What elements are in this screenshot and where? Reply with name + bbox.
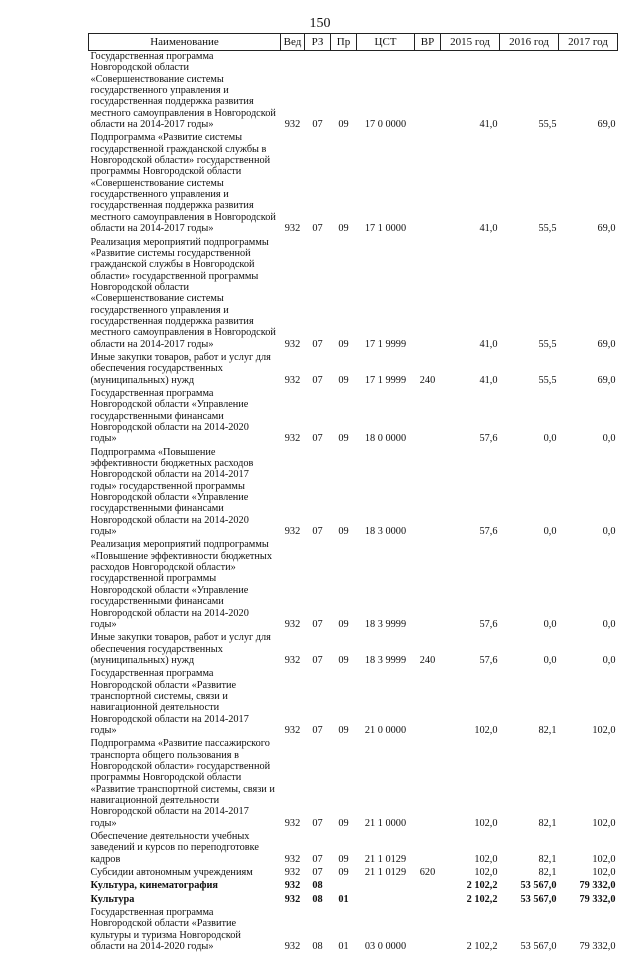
header-2015: 2015 год (441, 34, 500, 51)
row-cst: 18 3 0000 (357, 447, 415, 540)
header-ved: Вед (281, 34, 305, 51)
table-row (89, 539, 618, 632)
table-header-row (89, 34, 618, 51)
row-pr: 01 (331, 907, 357, 954)
row-cst: 17 1 0000 (357, 132, 415, 236)
row-cst: 03 0 0000 (357, 907, 415, 954)
row-2015: 57,6 (441, 632, 500, 668)
row-name: Обеспечение деятельности учебных заведений и курсов по переподготовке кадров (89, 831, 281, 867)
row-2016: 0,0 (500, 447, 559, 540)
budget-table (88, 33, 618, 954)
row-pr: 09 (331, 632, 357, 668)
row-rz: 07 (305, 831, 331, 867)
row-rz: 08 (305, 880, 331, 893)
header-name: Наименование (89, 34, 281, 51)
row-ved: 932 (281, 539, 305, 632)
row-2015: 57,6 (441, 539, 500, 632)
row-pr: 09 (331, 831, 357, 867)
row-vr: 620 (415, 867, 441, 880)
row-2015: 41,0 (441, 237, 500, 352)
row-2016: 82,1 (500, 831, 559, 867)
table-row (89, 352, 618, 388)
row-2017: 79 332,0 (559, 894, 618, 907)
row-2016: 53 567,0 (500, 880, 559, 893)
table-row-section (89, 880, 618, 893)
row-rz: 07 (305, 388, 331, 447)
row-ved: 932 (281, 447, 305, 540)
row-2015: 102,0 (441, 738, 500, 831)
row-cst: 21 1 0129 (357, 831, 415, 867)
row-vr (415, 539, 441, 632)
row-name: Подпрограмма «Повышение эффективности бюджетных расходов Новгородской области на 2014-2017 годы» государственной программы Новгородской области «Управление государственными финансами Новгородской области на 2014-2020 годы» (89, 447, 281, 540)
row-2015: 102,0 (441, 867, 500, 880)
row-2016: 0,0 (500, 539, 559, 632)
row-2015: 57,6 (441, 447, 500, 540)
row-2015: 41,0 (441, 352, 500, 388)
row-2015: 2 102,2 (441, 907, 500, 954)
header-vr: ВР (415, 34, 441, 51)
table-row (89, 831, 618, 867)
row-cst: 17 1 9999 (357, 237, 415, 352)
row-ved: 932 (281, 352, 305, 388)
row-pr: 09 (331, 51, 357, 133)
row-rz: 07 (305, 668, 331, 738)
row-rz: 07 (305, 352, 331, 388)
row-cst: 17 1 9999 (357, 352, 415, 388)
row-2017: 102,0 (559, 668, 618, 738)
row-ved: 932 (281, 738, 305, 831)
row-pr: 09 (331, 352, 357, 388)
row-2017: 102,0 (559, 831, 618, 867)
row-rz: 07 (305, 237, 331, 352)
row-2017: 0,0 (559, 632, 618, 668)
row-name: Культура (89, 894, 281, 907)
header-pr: Пр (331, 34, 357, 51)
row-2017: 69,0 (559, 51, 618, 133)
row-rz: 08 (305, 894, 331, 907)
row-vr: 240 (415, 352, 441, 388)
row-name: Иные закупки товаров, работ и услуг для обеспечения государственных (муниципальных) нужд (89, 352, 281, 388)
row-name: Государственная программа Новгородской области «Развитие транспортной системы, связи и навигационной деятельности Новгородской области на 2014-2017 годы» (89, 668, 281, 738)
row-ved: 932 (281, 880, 305, 893)
table-row (89, 867, 618, 880)
row-2017: 102,0 (559, 738, 618, 831)
row-ved: 932 (281, 668, 305, 738)
header-2016: 2016 год (500, 34, 559, 51)
row-2016: 55,5 (500, 51, 559, 133)
row-pr: 09 (331, 447, 357, 540)
row-cst: 21 1 0129 (357, 867, 415, 880)
row-vr (415, 388, 441, 447)
row-ved: 932 (281, 51, 305, 133)
table-row (89, 447, 618, 540)
row-2015: 102,0 (441, 831, 500, 867)
row-2016: 53 567,0 (500, 894, 559, 907)
row-vr (415, 447, 441, 540)
row-2017: 0,0 (559, 447, 618, 540)
page-number: 150 (0, 16, 640, 32)
table-row (89, 907, 618, 954)
row-2016: 0,0 (500, 632, 559, 668)
row-ved: 932 (281, 867, 305, 880)
row-name: Субсидии автономным учреждениям (89, 867, 281, 880)
row-2017: 0,0 (559, 539, 618, 632)
row-2016: 53 567,0 (500, 907, 559, 954)
row-cst (357, 880, 415, 893)
row-2017: 102,0 (559, 867, 618, 880)
row-vr (415, 894, 441, 907)
row-2015: 2 102,2 (441, 880, 500, 893)
row-rz: 07 (305, 447, 331, 540)
row-vr (415, 668, 441, 738)
row-ved: 932 (281, 388, 305, 447)
row-2016: 55,5 (500, 352, 559, 388)
row-ved: 932 (281, 132, 305, 236)
row-pr: 09 (331, 539, 357, 632)
row-pr: 09 (331, 237, 357, 352)
row-vr (415, 907, 441, 954)
row-2017: 69,0 (559, 132, 618, 236)
row-pr: 09 (331, 132, 357, 236)
row-name: Культура, кинематография (89, 880, 281, 893)
table-row-section (89, 894, 618, 907)
row-cst: 21 0 0000 (357, 668, 415, 738)
row-ved: 932 (281, 632, 305, 668)
table-row (89, 388, 618, 447)
row-2015: 2 102,2 (441, 894, 500, 907)
row-name: Реализация мероприятий подпрограммы «Повышение эффективности бюджетных расходов Новгородской области» государственной программы Новгородской области «Управление государственными финансами Новгородской области на 2014-2020 годы» (89, 539, 281, 632)
row-rz: 07 (305, 867, 331, 880)
row-rz: 07 (305, 51, 331, 133)
row-ved: 932 (281, 831, 305, 867)
row-name: Подпрограмма «Развитие системы государственной гражданской службы в Новгородской области» государственной программы Новгородской области «Совершенствование системы государственного управления и государственная поддержка развития местного самоуправления в Новгородской области на 2014-2017 годы» (89, 132, 281, 236)
row-rz: 07 (305, 539, 331, 632)
row-pr: 09 (331, 668, 357, 738)
row-2015: 41,0 (441, 51, 500, 133)
row-rz: 07 (305, 132, 331, 236)
row-name: Реализация мероприятий подпрограммы «Развитие системы государственной гражданской службы в Новгородской области» государственной программы Новгородской области «Совершенствование системы государственного управления и государственная поддержка развития местного самоуправления в Новгородской области на 2014-2017 годы» (89, 237, 281, 352)
table-row (89, 632, 618, 668)
row-cst: 18 3 9999 (357, 632, 415, 668)
row-name: Государственная программа Новгородской области «Управление государственными финансами Новгородской области на 2014-2020 годы» (89, 388, 281, 447)
row-cst: 18 3 9999 (357, 539, 415, 632)
row-2017: 0,0 (559, 388, 618, 447)
row-2016: 82,1 (500, 738, 559, 831)
row-cst: 17 0 0000 (357, 51, 415, 133)
table-body (89, 51, 618, 954)
row-2016: 82,1 (500, 867, 559, 880)
row-vr (415, 132, 441, 236)
row-name: Подпрограмма «Развитие пассажирского транспорта общего пользования в Новгородской области» государственной программы Новгородской области «Развитие транспортной системы, связи и навигационной деятельности Новгородской области на 2014-2017 годы» (89, 738, 281, 831)
row-vr (415, 880, 441, 893)
row-vr (415, 738, 441, 831)
row-2015: 102,0 (441, 668, 500, 738)
row-rz: 07 (305, 738, 331, 831)
row-2017: 79 332,0 (559, 907, 618, 954)
row-pr (331, 880, 357, 893)
row-vr (415, 831, 441, 867)
row-pr: 09 (331, 738, 357, 831)
row-rz: 07 (305, 632, 331, 668)
row-name: Государственная программа Новгородской области «Совершенствование системы государственного управления и государственная поддержка развития местного самоуправления в Новгородской области на 2014-2017 годы» (89, 51, 281, 133)
row-vr (415, 237, 441, 352)
row-2017: 69,0 (559, 237, 618, 352)
table-row (89, 51, 618, 133)
row-2015: 57,6 (441, 388, 500, 447)
table-row (89, 668, 618, 738)
row-2017: 79 332,0 (559, 880, 618, 893)
row-ved: 932 (281, 894, 305, 907)
header-rz: РЗ (305, 34, 331, 51)
row-ved: 932 (281, 237, 305, 352)
row-2016: 0,0 (500, 388, 559, 447)
header-2017: 2017 год (559, 34, 618, 51)
row-cst (357, 894, 415, 907)
row-2016: 82,1 (500, 668, 559, 738)
row-name: Иные закупки товаров, работ и услуг для обеспечения государственных (муниципальных) нужд (89, 632, 281, 668)
table-row (89, 738, 618, 831)
table-row (89, 237, 618, 352)
table-row (89, 132, 618, 236)
row-cst: 21 1 0000 (357, 738, 415, 831)
row-rz: 08 (305, 907, 331, 954)
row-2017: 69,0 (559, 352, 618, 388)
row-pr: 09 (331, 867, 357, 880)
row-2015: 41,0 (441, 132, 500, 236)
row-cst: 18 0 0000 (357, 388, 415, 447)
row-ved: 932 (281, 907, 305, 954)
header-cst: ЦСТ (357, 34, 415, 51)
row-pr: 01 (331, 894, 357, 907)
row-vr: 240 (415, 632, 441, 668)
row-name: Государственная программа Новгородской области «Развитие культуры и туризма Новгородской области на 2014-2020 годы» (89, 907, 281, 954)
row-2016: 55,5 (500, 237, 559, 352)
row-vr (415, 51, 441, 133)
row-2016: 55,5 (500, 132, 559, 236)
row-pr: 09 (331, 388, 357, 447)
